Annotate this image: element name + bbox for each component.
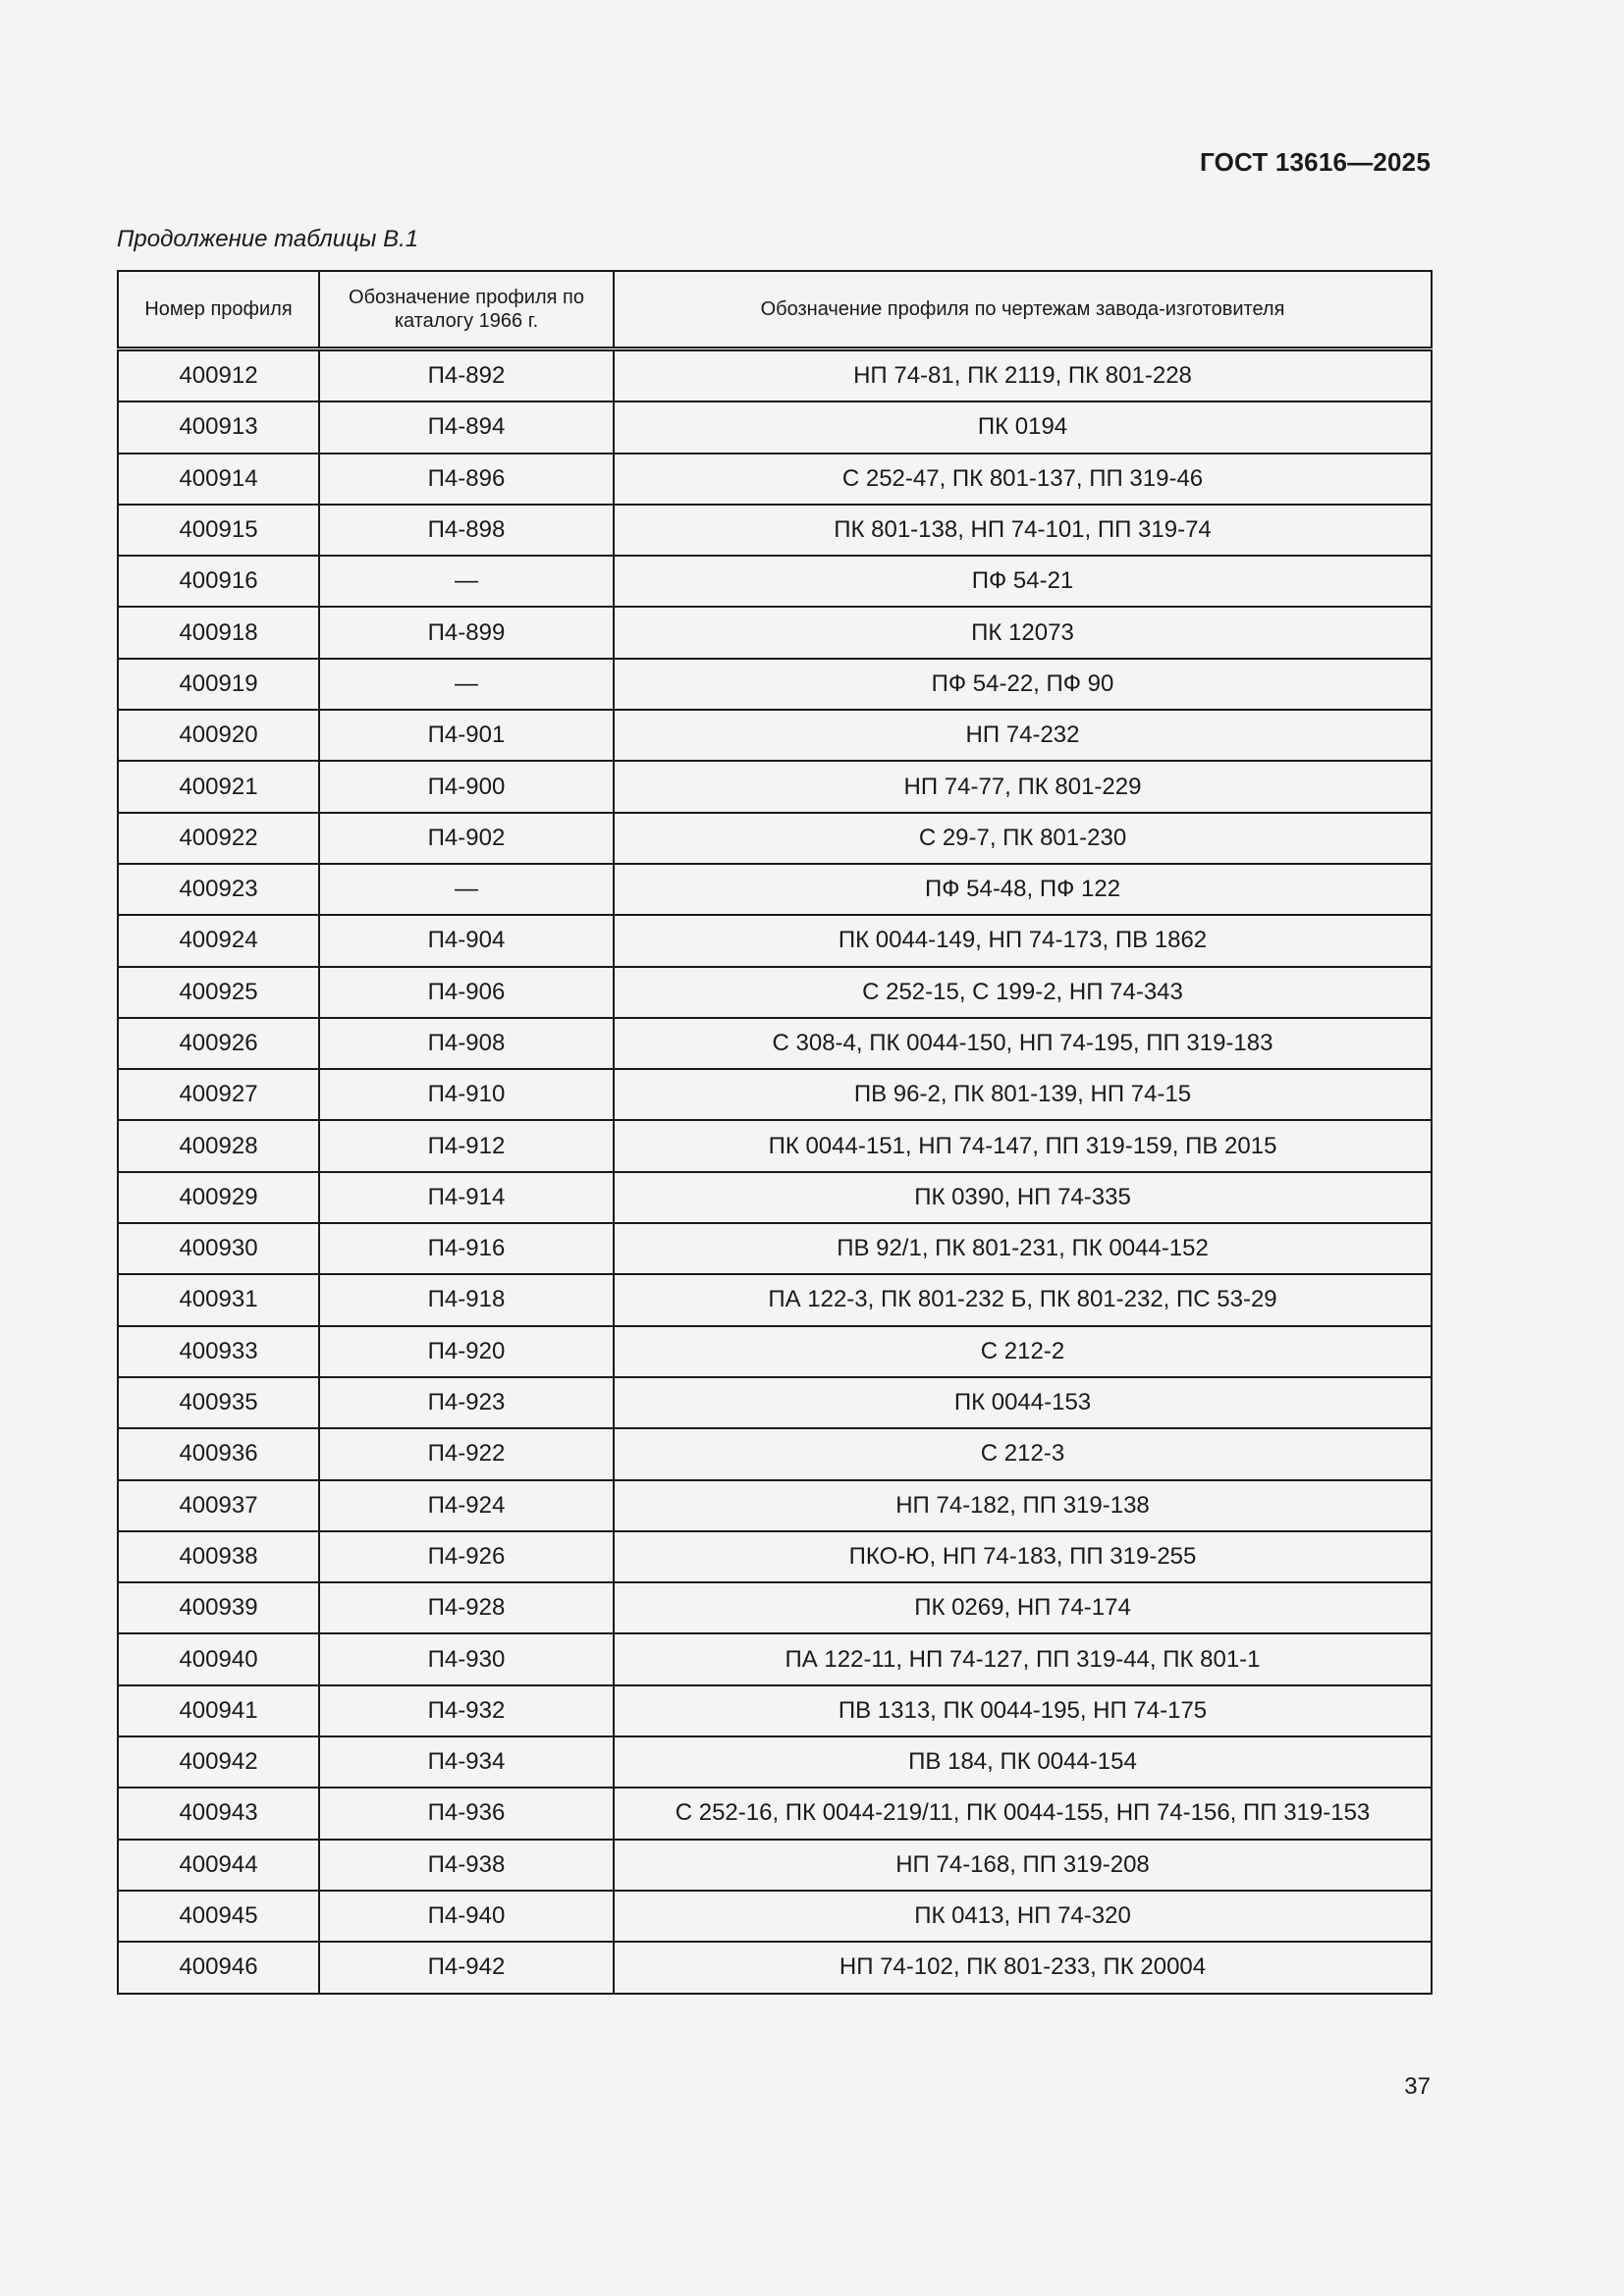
cell-factory-designation: ПК 12073: [614, 607, 1432, 658]
cell-factory-designation: НП 74-102, ПК 801-233, ПК 20004: [614, 1942, 1432, 1993]
table-row: [118, 1172, 1432, 1223]
cell-factory-designation: С 252-47, ПК 801-137, ПП 319-46: [614, 454, 1432, 505]
cell-factory-designation: ПК 801-138, НП 74-101, ПП 319-74: [614, 505, 1432, 556]
table-row: [118, 1274, 1432, 1325]
cell-factory-designation: ПА 122-3, ПК 801-232 Б, ПК 801-232, ПС 53-29: [614, 1274, 1432, 1325]
cell-profile-number: 400919: [118, 659, 319, 710]
cell-factory-designation: ПФ 54-21: [614, 556, 1432, 607]
cell-factory-designation: ПК 0044-153: [614, 1377, 1432, 1428]
cell-profile-number: 400926: [118, 1018, 319, 1069]
cell-catalog-designation: П4-916: [319, 1223, 614, 1274]
table-row: [118, 915, 1432, 966]
column-header-catalog-designation: Обозначение профиля по каталогу 1966 г.: [319, 271, 614, 349]
cell-profile-number: 400930: [118, 1223, 319, 1274]
table-row: [118, 349, 1432, 402]
cell-factory-designation: НП 74-77, ПК 801-229: [614, 761, 1432, 812]
table-row: [118, 1223, 1432, 1274]
cell-factory-designation: ПВ 96-2, ПК 801-139, НП 74-15: [614, 1069, 1432, 1120]
cell-profile-number: 400922: [118, 813, 319, 864]
cell-factory-designation: ПВ 1313, ПК 0044-195, НП 74-175: [614, 1685, 1432, 1736]
cell-profile-number: 400935: [118, 1377, 319, 1428]
cell-catalog-designation: П4-938: [319, 1840, 614, 1891]
cell-profile-number: 400942: [118, 1736, 319, 1788]
cell-factory-designation: ПК 0044-149, НП 74-173, ПВ 1862: [614, 915, 1432, 966]
cell-profile-number: 400944: [118, 1840, 319, 1891]
cell-factory-designation: С 212-2: [614, 1326, 1432, 1377]
column-header-factory-designation: Обозначение профиля по чертежам завода-изготовителя: [614, 271, 1432, 349]
cell-factory-designation: ПФ 54-48, ПФ 122: [614, 864, 1432, 915]
cell-catalog-designation: П4-896: [319, 454, 614, 505]
table-row: [118, 1377, 1432, 1428]
column-header-profile-number: Номер профиля: [118, 271, 319, 349]
table-row: [118, 864, 1432, 915]
table-row: [118, 1120, 1432, 1171]
cell-profile-number: 400912: [118, 349, 319, 402]
cell-profile-number: 400921: [118, 761, 319, 812]
cell-catalog-designation: П4-923: [319, 1377, 614, 1428]
table-row: [118, 1891, 1432, 1942]
cell-profile-number: 400937: [118, 1480, 319, 1531]
cell-factory-designation: ПК 0194: [614, 401, 1432, 453]
cell-factory-designation: ПК 0413, НП 74-320: [614, 1891, 1432, 1942]
table-row: [118, 1480, 1432, 1531]
cell-catalog-designation: П4-892: [319, 349, 614, 402]
table-row: [118, 1018, 1432, 1069]
cell-catalog-designation: П4-900: [319, 761, 614, 812]
cell-profile-number: 400933: [118, 1326, 319, 1377]
cell-profile-number: 400945: [118, 1891, 319, 1942]
cell-catalog-designation: П4-898: [319, 505, 614, 556]
cell-factory-designation: ПВ 92/1, ПК 801-231, ПК 0044-152: [614, 1223, 1432, 1274]
cell-factory-designation: С 29-7, ПК 801-230: [614, 813, 1432, 864]
table-row: [118, 556, 1432, 607]
table-row: [118, 710, 1432, 761]
cell-factory-designation: ПВ 184, ПК 0044-154: [614, 1736, 1432, 1788]
cell-profile-number: 400931: [118, 1274, 319, 1325]
cell-profile-number: 400946: [118, 1942, 319, 1993]
table-row: [118, 1633, 1432, 1684]
page-number: 37: [1404, 2073, 1431, 2100]
table-header: [118, 271, 1432, 349]
table-row: [118, 1840, 1432, 1891]
table-row: [118, 659, 1432, 710]
cell-profile-number: 400943: [118, 1788, 319, 1839]
cell-profile-number: 400939: [118, 1582, 319, 1633]
cell-catalog-designation: П4-942: [319, 1942, 614, 1993]
cell-factory-designation: НП 74-168, ПП 319-208: [614, 1840, 1432, 1891]
profiles-table: [117, 270, 1433, 1995]
cell-catalog-designation: П4-918: [319, 1274, 614, 1325]
cell-profile-number: 400929: [118, 1172, 319, 1223]
cell-catalog-designation: П4-936: [319, 1788, 614, 1839]
cell-catalog-designation: —: [319, 556, 614, 607]
cell-catalog-designation: П4-920: [319, 1326, 614, 1377]
cell-catalog-designation: П4-901: [319, 710, 614, 761]
cell-catalog-designation: П4-894: [319, 401, 614, 453]
cell-catalog-designation: П4-899: [319, 607, 614, 658]
cell-catalog-designation: П4-914: [319, 1172, 614, 1223]
cell-factory-designation: С 308-4, ПК 0044-150, НП 74-195, ПП 319-183: [614, 1018, 1432, 1069]
cell-profile-number: 400914: [118, 454, 319, 505]
table-row: [118, 1069, 1432, 1120]
table-row: [118, 1685, 1432, 1736]
cell-factory-designation: С 252-15, С 199-2, НП 74-343: [614, 967, 1432, 1018]
cell-factory-designation: ПК 0390, НП 74-335: [614, 1172, 1432, 1223]
cell-catalog-designation: П4-912: [319, 1120, 614, 1171]
cell-catalog-designation: П4-904: [319, 915, 614, 966]
cell-profile-number: 400920: [118, 710, 319, 761]
cell-catalog-designation: П4-928: [319, 1582, 614, 1633]
cell-profile-number: 400938: [118, 1531, 319, 1582]
cell-factory-designation: ПА 122-11, НП 74-127, ПП 319-44, ПК 801-1: [614, 1633, 1432, 1684]
cell-factory-designation: ПК 0269, НП 74-174: [614, 1582, 1432, 1633]
cell-catalog-designation: П4-926: [319, 1531, 614, 1582]
table-caption: Продолжение таблицы В.1: [117, 226, 419, 252]
cell-catalog-designation: П4-908: [319, 1018, 614, 1069]
cell-factory-designation: ПК 0044-151, НП 74-147, ПП 319-159, ПВ 2015: [614, 1120, 1432, 1171]
table-row: [118, 1736, 1432, 1788]
table-row: [118, 607, 1432, 658]
cell-factory-designation: ПФ 54-22, ПФ 90: [614, 659, 1432, 710]
cell-profile-number: 400936: [118, 1428, 319, 1479]
table-row: [118, 1582, 1432, 1633]
table-row: [118, 1942, 1432, 1993]
cell-factory-designation: НП 74-232: [614, 710, 1432, 761]
cell-catalog-designation: П4-934: [319, 1736, 614, 1788]
table-row: [118, 967, 1432, 1018]
table-row: [118, 401, 1432, 453]
cell-profile-number: 400915: [118, 505, 319, 556]
table-row: [118, 813, 1432, 864]
cell-factory-designation: ПКО-Ю, НП 74-183, ПП 319-255: [614, 1531, 1432, 1582]
cell-catalog-designation: П4-932: [319, 1685, 614, 1736]
cell-profile-number: 400940: [118, 1633, 319, 1684]
cell-factory-designation: НП 74-182, ПП 319-138: [614, 1480, 1432, 1531]
cell-profile-number: 400923: [118, 864, 319, 915]
table-row: [118, 1428, 1432, 1479]
table-header-row: [118, 271, 1432, 349]
cell-catalog-designation: —: [319, 864, 614, 915]
table-row: [118, 1531, 1432, 1582]
cell-profile-number: 400913: [118, 401, 319, 453]
cell-catalog-designation: П4-902: [319, 813, 614, 864]
cell-profile-number: 400918: [118, 607, 319, 658]
cell-profile-number: 400925: [118, 967, 319, 1018]
cell-catalog-designation: П4-910: [319, 1069, 614, 1120]
table-row: [118, 454, 1432, 505]
cell-profile-number: 400927: [118, 1069, 319, 1120]
cell-factory-designation: С 212-3: [614, 1428, 1432, 1479]
cell-catalog-designation: —: [319, 659, 614, 710]
cell-catalog-designation: П4-922: [319, 1428, 614, 1479]
table-row: [118, 1788, 1432, 1839]
table-body: [118, 349, 1432, 1994]
cell-catalog-designation: П4-930: [319, 1633, 614, 1684]
cell-profile-number: 400916: [118, 556, 319, 607]
cell-profile-number: 400941: [118, 1685, 319, 1736]
document-code: ГОСТ 13616—2025: [1200, 147, 1431, 177]
cell-catalog-designation: П4-940: [319, 1891, 614, 1942]
cell-profile-number: 400924: [118, 915, 319, 966]
cell-profile-number: 400928: [118, 1120, 319, 1171]
cell-catalog-designation: П4-924: [319, 1480, 614, 1531]
table-row: [118, 505, 1432, 556]
cell-factory-designation: С 252-16, ПК 0044-219/11, ПК 0044-155, НП 74-156, ПП 319-153: [614, 1788, 1432, 1839]
cell-catalog-designation: П4-906: [319, 967, 614, 1018]
cell-factory-designation: НП 74-81, ПК 2119, ПК 801-228: [614, 349, 1432, 402]
table-row: [118, 1326, 1432, 1377]
table-row: [118, 761, 1432, 812]
